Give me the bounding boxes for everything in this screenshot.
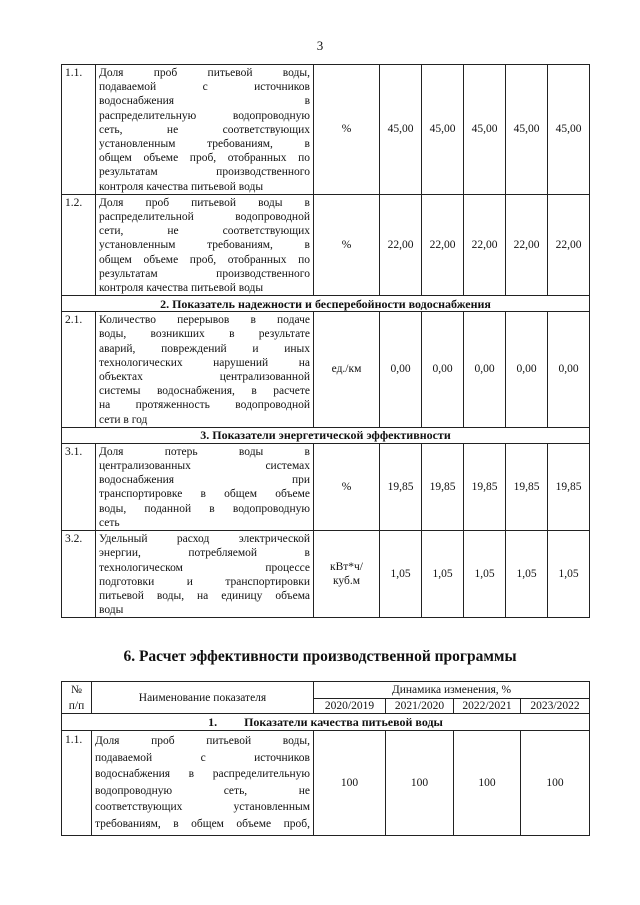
table-row <box>62 731 590 836</box>
value-cell: 0,00 <box>506 312 548 428</box>
page-number: 3 <box>316 38 324 53</box>
section-heading: 6. Расчет эффективности производственной программы <box>123 648 517 665</box>
name-line: требованиям, в общем объеме проб, <box>95 817 310 830</box>
name-line: Удельный расход электрической <box>99 533 310 546</box>
value-cell: 22,00 <box>380 194 422 295</box>
section-number: 1. <box>208 715 218 730</box>
name-line: подготовки и транспортировки <box>99 575 310 588</box>
name-line: Доля проб питьевой воды, <box>95 735 310 748</box>
table-row <box>62 65 590 195</box>
value-cell: 100 <box>314 731 386 836</box>
col-num-top: № <box>62 682 92 699</box>
section-title: 2. Показатель надежности и бесперебойности водоснабжения <box>62 296 590 312</box>
value-cell: 22,00 <box>464 194 506 295</box>
name-line: общем объеме проб, отобранных по <box>99 253 310 266</box>
period-header: 2021/2020 <box>386 699 454 714</box>
unit-cell: % <box>314 443 380 530</box>
name-line: распределительную водопроводную <box>99 109 310 122</box>
name-line: установленным требованиям, в <box>99 239 310 252</box>
name-line: энергии, потребляемой в <box>99 547 310 560</box>
name-line: объектах централизованной <box>99 371 310 384</box>
row-name <box>96 65 314 195</box>
value-cell: 100 <box>454 731 521 836</box>
name-line: водопроводную сеть, не <box>95 784 310 797</box>
name-line: водоснабжения при <box>99 474 310 487</box>
table-row <box>62 531 590 618</box>
name-line: подаваемой с источников <box>95 751 310 764</box>
name-line: подаваемой с источников <box>99 81 310 94</box>
unit-cell: % <box>314 194 380 295</box>
value-cell: 100 <box>386 731 454 836</box>
name-line: транспортировке в общем объеме <box>99 488 310 501</box>
row-number: 1.2. <box>62 194 96 295</box>
value-cell: 0,00 <box>548 312 590 428</box>
name-line: технологическом процессе <box>99 561 310 574</box>
value-cell: 19,85 <box>548 443 590 530</box>
value-cell: 0,00 <box>380 312 422 428</box>
value-cell: 1,05 <box>380 531 422 618</box>
col-dynamics-header: Динамика изменения, % <box>314 682 590 699</box>
table-row <box>62 194 590 295</box>
value-cell: 19,85 <box>422 443 464 530</box>
name-line: контроля качества питьевой воды <box>99 180 264 193</box>
name-line: системы водоснабжения, в расчете <box>99 385 310 398</box>
value-cell: 22,00 <box>506 194 548 295</box>
name-line: воды, возникших в результате <box>99 328 310 341</box>
period-header: 2022/2021 <box>454 699 521 714</box>
row-number: 1.1. <box>62 731 92 836</box>
name-line: сети, не соответствующих <box>99 225 310 238</box>
value-cell: 22,00 <box>422 194 464 295</box>
indicators-table <box>61 64 590 618</box>
value-cell: 100 <box>521 731 590 836</box>
section-row <box>62 296 590 312</box>
name-line: результатам производственного <box>99 267 310 280</box>
value-cell: 1,05 <box>464 531 506 618</box>
row-number: 3.1. <box>62 443 96 530</box>
period-header: 2020/2019 <box>314 699 386 714</box>
value-cell: 1,05 <box>548 531 590 618</box>
name-line: Доля проб питьевой воды, <box>99 67 310 79</box>
unit-cell: кВт*ч/ куб.м <box>314 531 380 618</box>
name-line: централизованных системах <box>99 460 310 473</box>
row-name <box>92 731 314 836</box>
efficiency-table <box>61 681 590 836</box>
value-cell: 1,05 <box>422 531 464 618</box>
name-line: общем объеме проб, отобранных по <box>99 152 310 165</box>
name-line: Количество перерывов в подаче <box>99 314 310 327</box>
name-line: на протяженность водопроводной <box>99 399 310 412</box>
name-line: распределительной водопроводной <box>99 211 310 224</box>
name-line: контроля качества питьевой воды <box>99 282 264 295</box>
col-name-header: Наименование показателя <box>92 682 314 714</box>
name-line: сеть <box>99 516 120 529</box>
unit-cell: ед./км <box>314 312 380 428</box>
name-line: питьевой воды, на единицу объема <box>99 589 310 602</box>
value-cell: 1,05 <box>506 531 548 618</box>
row-name <box>96 443 314 530</box>
value-cell: 45,00 <box>380 65 422 195</box>
table-row <box>62 312 590 428</box>
row-number: 2.1. <box>62 312 96 428</box>
name-line: аварий, повреждений и иных <box>99 342 310 355</box>
unit-cell: % <box>314 65 380 195</box>
section-title: 3. Показатели энергетической эффективности <box>62 427 590 443</box>
value-cell: 19,85 <box>380 443 422 530</box>
value-cell: 0,00 <box>464 312 506 428</box>
name-line: установленным требованиям, в <box>99 138 310 151</box>
row-number: 3.2. <box>62 531 96 618</box>
name-line: Доля проб питьевой воды в <box>99 196 310 209</box>
section-row <box>62 427 590 443</box>
value-cell: 22,00 <box>548 194 590 295</box>
value-cell: 45,00 <box>548 65 590 195</box>
value-cell: 19,85 <box>506 443 548 530</box>
value-cell: 45,00 <box>422 65 464 195</box>
col-num-bottom: п/п <box>62 699 92 714</box>
name-line: технологических нарушений на <box>99 356 310 369</box>
value-cell: 19,85 <box>464 443 506 530</box>
value-cell: 0,00 <box>422 312 464 428</box>
row-number: 1.1. <box>62 65 96 195</box>
name-line: водоснабжения в <box>99 95 310 108</box>
name-line: воды, поданной в водопроводную <box>99 502 310 515</box>
row-name <box>96 194 314 295</box>
row-name <box>96 312 314 428</box>
name-line: результатам производственного <box>99 166 310 179</box>
name-line: сеть, не соответствующих <box>99 123 310 136</box>
section-row <box>62 714 590 731</box>
name-line: Доля потерь воды в <box>99 445 310 458</box>
name-line: воды <box>99 604 124 617</box>
value-cell: 45,00 <box>506 65 548 195</box>
section-title: Показатели качества питьевой воды <box>244 715 443 730</box>
row-name <box>96 531 314 618</box>
name-line: сети в год <box>99 413 148 426</box>
table-row <box>62 443 590 530</box>
value-cell: 45,00 <box>464 65 506 195</box>
name-line: соответствующих установленным <box>95 801 310 814</box>
name-line: водоснабжения в распределительную <box>95 768 310 781</box>
period-header: 2023/2022 <box>521 699 590 714</box>
